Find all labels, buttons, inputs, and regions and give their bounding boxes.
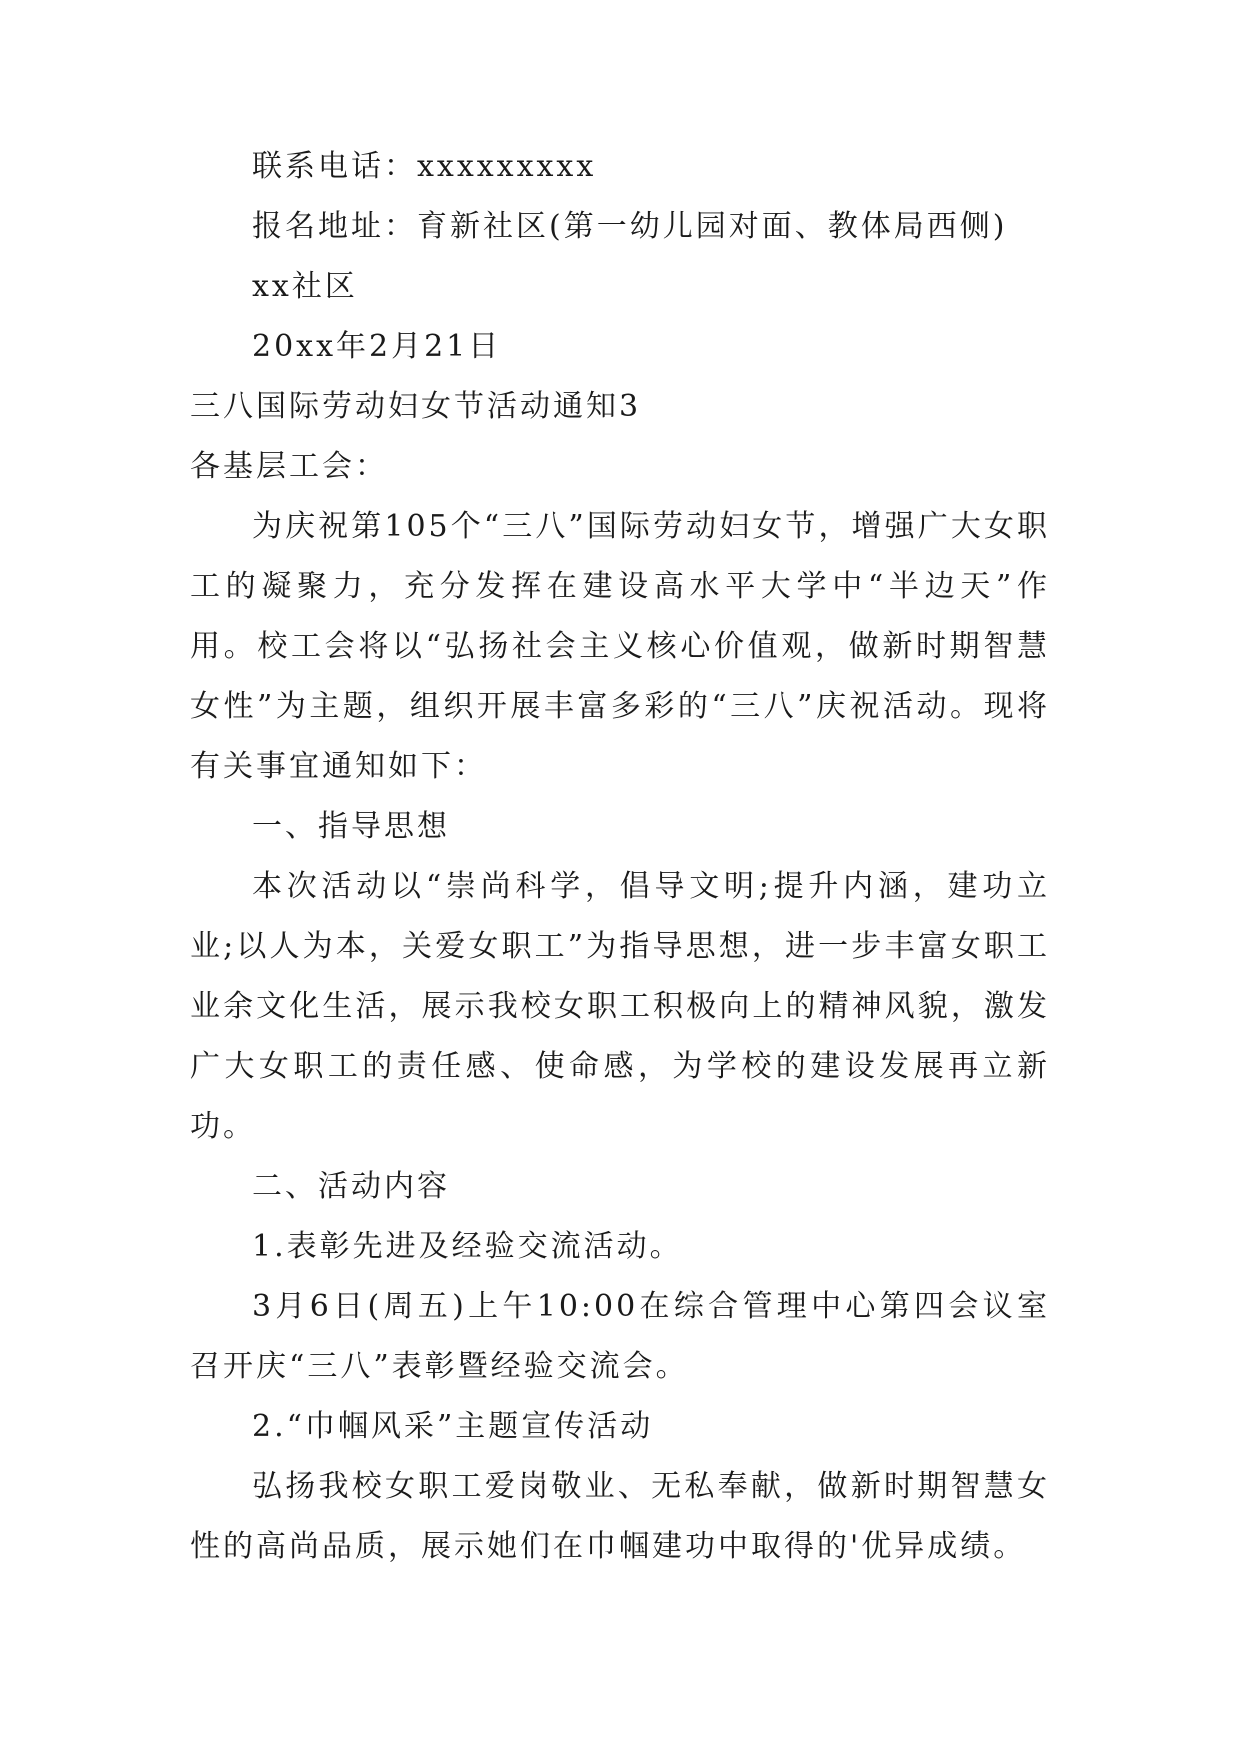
greeting: 各基层工会： <box>190 449 388 484</box>
section-heading-guiding-ideology: 一、指导思想 <box>252 809 450 844</box>
activity-1-paragraph: 3月6日(周五)上午10:00在综合管理中心第四会议室召开庆“三八”表彰暨经验交流会。 <box>190 1289 1050 1384</box>
notice-body <box>190 377 1050 1577</box>
community-signature: xx社区 <box>252 269 358 304</box>
activity-2-paragraph: 弘扬我校女职工爱岗敬业、无私奉献，做新时期智慧女性的高尚品质，展示她们在巾帼建功中取得的'优异成绩。 <box>190 1469 1050 1564</box>
intro-paragraph: 为庆祝第105个“三八”国际劳动妇女节，增强广大女职工的凝聚力，充分发挥在建设高水平大学中“半边天”作用。校工会将以“弘扬社会主义核心价值观，做新时期智慧女性”为主题，组织开展丰富多彩的“三八”庆祝活动。现将有关事宜通知如下： <box>190 509 1050 784</box>
section-heading-activities: 二、活动内容 <box>252 1169 450 1204</box>
signature-date: 20xx年2月21日 <box>252 329 502 364</box>
registration-address: 报名地址：育新社区(第一幼儿园对面、教体局西侧) <box>252 209 1008 244</box>
activity-2-heading: 2.“巾帼风采”主题宣传活动 <box>252 1409 654 1444</box>
notice-title: 三八国际劳动妇女节活动通知3 <box>190 389 642 424</box>
contact-block <box>190 137 1050 377</box>
activity-1-heading: 1.表彰先进及经验交流活动。 <box>252 1229 683 1264</box>
contact-phone: 联系电话：xxxxxxxxx <box>252 149 597 184</box>
guiding-ideology-paragraph: 本次活动以“崇尚科学，倡导文明;提升内涵，建功立业;以人为本，关爱女职工”为指导思想，进一步丰富女职工业余文化生活，展示我校女职工积极向上的精神风貌，激发广大女职工的责任感、使命感，为学校的建设发展再立新功。 <box>190 869 1050 1144</box>
